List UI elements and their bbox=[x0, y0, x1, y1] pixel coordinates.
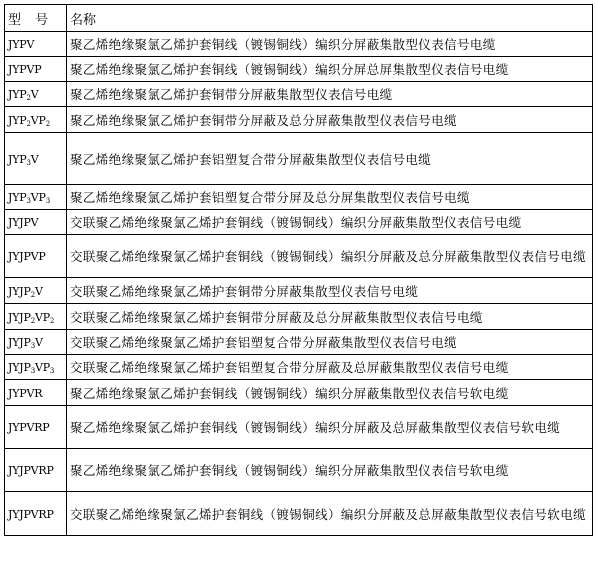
cell-model bbox=[5, 82, 67, 107]
model-subscript: 3 bbox=[49, 367, 55, 375]
table-body bbox=[5, 32, 593, 536]
table-row bbox=[5, 82, 593, 107]
table-row bbox=[5, 32, 593, 57]
cell-name: 聚乙烯绝缘聚氯乙烯护套铜线（镀锡铜线）编织分屏蔽集散型仪表信号软电缆 bbox=[67, 380, 593, 406]
cell-model: JYJPVP bbox=[5, 235, 67, 278]
cell-model bbox=[5, 330, 67, 355]
model-text: JYP bbox=[8, 88, 27, 101]
table-row bbox=[5, 133, 593, 185]
cell-name: 交联聚乙烯绝缘聚氯乙烯护套铝塑复合带分屏蔽集散型仪表信号电缆 bbox=[67, 330, 593, 355]
table-row bbox=[5, 380, 593, 406]
table-row bbox=[5, 278, 593, 304]
table-row bbox=[5, 406, 593, 449]
cell-name: 聚乙烯绝缘聚氯乙烯护套铜线（镀锡铜线）编织分屏蔽集散型仪表信号软电缆 bbox=[67, 449, 593, 492]
model-subscript: 3 bbox=[26, 158, 31, 167]
table-row bbox=[5, 210, 593, 235]
table-header-row bbox=[5, 5, 593, 32]
table-row bbox=[5, 57, 593, 82]
cell-name: 交联聚乙烯绝缘聚氯乙烯护套铜带分屏蔽及总分屏蔽集散型仪表信号电缆 bbox=[67, 304, 593, 330]
document-page bbox=[4, 4, 593, 536]
model-text: JYP bbox=[8, 152, 27, 166]
table-row bbox=[5, 304, 593, 330]
model-text: VP bbox=[30, 191, 46, 204]
cell-model: JYJPVRP bbox=[5, 492, 67, 536]
model-text: V bbox=[34, 284, 43, 298]
model-text: JYJP bbox=[8, 310, 31, 324]
cell-name: 聚乙烯绝缘聚氯乙烯护套铜带分屏蔽集散型仪表信号电缆 bbox=[67, 82, 593, 107]
model-text: VP bbox=[34, 361, 50, 374]
model-text: V bbox=[30, 88, 39, 101]
cell-name: 交联聚乙烯绝缘聚氯乙烯护套铜线（镀锡铜线）编织分屏蔽及总分屏蔽集散型仪表信号电缆 bbox=[67, 235, 593, 278]
cell-model bbox=[5, 185, 67, 210]
cell-model: JYPV bbox=[5, 32, 67, 57]
cell-name: 交联聚乙烯绝缘聚氯乙烯护套铜带分屏蔽集散型仪表信号电缆 bbox=[67, 278, 593, 304]
cell-name: 聚乙烯绝缘聚氯乙烯护套铜线（镀锡铜线）编织分屏总屏集散型仪表信号电缆 bbox=[67, 57, 593, 82]
cable-model-table bbox=[4, 4, 593, 536]
cell-name: 聚乙烯绝缘聚氯乙烯护套铜线（镀锡铜线）编织分屏蔽及总屏蔽集散型仪表信号软电缆 bbox=[67, 406, 593, 449]
cell-name: 交联聚乙烯绝缘聚氯乙烯护套铜线（镀锡铜线）编织分屏蔽及总屏蔽集散型仪表信号软电缆 bbox=[67, 492, 593, 536]
model-subscript: 2 bbox=[26, 119, 31, 128]
table-row bbox=[5, 355, 593, 380]
cell-model: JYJPV bbox=[5, 210, 67, 235]
model-text: JYP bbox=[8, 191, 27, 204]
cell-model bbox=[5, 355, 67, 380]
cell-name: 聚乙烯绝缘聚氯乙烯护套铝塑复合带分屏及总分屏集散型仪表信号电缆 bbox=[67, 185, 593, 210]
column-header-model: 型 号 bbox=[5, 5, 67, 32]
model-subscript: 3 bbox=[30, 342, 35, 350]
cell-name: 交联聚乙烯绝缘聚氯乙烯护套铝塑复合带分屏蔽及总屏蔽集散型仪表信号电缆 bbox=[67, 355, 593, 380]
model-text: VP bbox=[34, 310, 50, 324]
column-header-name: 名称 bbox=[67, 5, 593, 32]
model-text: JYJP bbox=[8, 361, 31, 374]
model-subscript: 2 bbox=[26, 94, 31, 102]
table-row bbox=[5, 107, 593, 133]
model-subscript: 2 bbox=[30, 290, 35, 299]
cell-model: JYPVP bbox=[5, 57, 67, 82]
cell-name: 聚乙烯绝缘聚氯乙烯护套铜线（镀锡铜线）编织分屏蔽集散型仪表信号电缆 bbox=[67, 32, 593, 57]
model-subscript: 2 bbox=[49, 316, 55, 325]
model-subscript: 3 bbox=[30, 367, 35, 375]
table-row bbox=[5, 185, 593, 210]
model-text: V bbox=[30, 152, 39, 166]
model-subscript: 2 bbox=[45, 119, 50, 128]
cell-name: 交联聚乙烯绝缘聚氯乙烯护套铜线（镀锡铜线）编织分屏蔽集散型仪表信号电缆 bbox=[67, 210, 593, 235]
model-subscript: 3 bbox=[45, 197, 50, 205]
cell-model bbox=[5, 304, 67, 330]
cell-model: JYJPVRP bbox=[5, 449, 67, 492]
cell-model bbox=[5, 107, 67, 133]
model-text: JYJP bbox=[8, 284, 31, 298]
cell-model bbox=[5, 278, 67, 304]
model-text: V bbox=[34, 336, 43, 349]
model-text: JYP bbox=[8, 113, 27, 127]
model-text: VP bbox=[30, 113, 46, 127]
cell-name: 聚乙烯绝缘聚氯乙烯护套铜带分屏蔽及总分屏蔽集散型仪表信号电缆 bbox=[67, 107, 593, 133]
table-row bbox=[5, 330, 593, 355]
table-row bbox=[5, 492, 593, 536]
cell-model bbox=[5, 133, 67, 185]
table-row bbox=[5, 449, 593, 492]
cell-name: 聚乙烯绝缘聚氯乙烯护套铝塑复合带分屏蔽集散型仪表信号电缆 bbox=[67, 133, 593, 185]
table-row bbox=[5, 235, 593, 278]
model-subscript: 2 bbox=[30, 316, 35, 325]
cell-model: JYPVRP bbox=[5, 406, 67, 449]
model-text: JYJP bbox=[8, 336, 31, 349]
cell-model: JYPVR bbox=[5, 380, 67, 406]
model-subscript: 3 bbox=[26, 197, 31, 205]
